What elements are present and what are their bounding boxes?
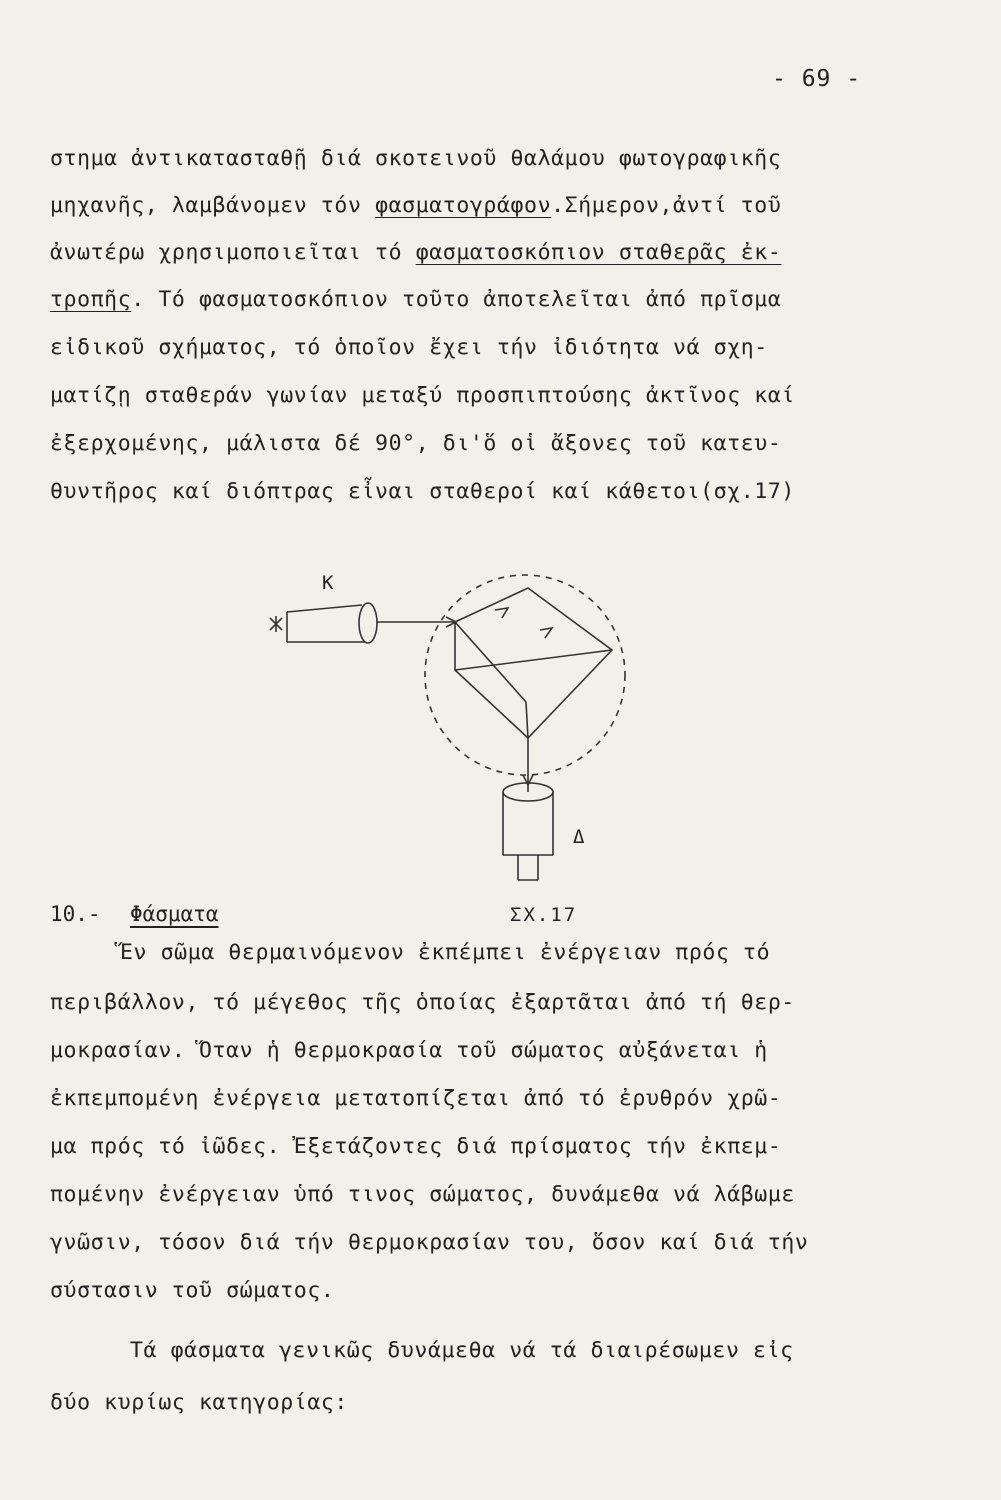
text-line bbox=[50, 193, 781, 218]
text-line bbox=[50, 240, 781, 265]
section-number: 10.- bbox=[50, 902, 101, 926]
text-line: μα πρός τό ἰῶδες. Ἐξετάζοντες διά πρίσματος τήν ἐκπεμ- bbox=[50, 1134, 782, 1159]
text-line: θυντῆρος καί διόπτρας εἶναι σταθεροί καί κάθετοι(σχ.17) bbox=[50, 479, 795, 504]
text-line: Ἕν σῶμα θερμαινόμενον ἐκπέμπει ἐνέργειαν πρός τό bbox=[120, 940, 771, 965]
text-fragment: .Σήμερον,ἀντί τοῦ bbox=[551, 193, 782, 218]
collimator-top bbox=[287, 605, 362, 612]
text-line: περιβάλλον, τό μέγεθος τῆς ὁποίας ἐξαρτᾶται ἀπό τή θερ- bbox=[50, 990, 795, 1015]
text-fragment: ἀνωτέρω χρησιμοποιεῖται τό bbox=[50, 240, 416, 265]
text-line: γνῶσιν, τόσον διά τήν θερμοκρασίαν του, ὅσον καί διά τήν bbox=[50, 1230, 809, 1255]
text-line: ματίζῃ σταθεράν γωνίαν μεταξύ προσπιπτούσης ἀκτῖνος καί bbox=[50, 383, 795, 408]
internal-ray bbox=[526, 702, 528, 738]
prism-outline bbox=[455, 588, 612, 738]
text-line: Τά φάσματα γενικῶς δυνάμεθα νά τά διαιρέσωμεν εἰς bbox=[130, 1338, 794, 1363]
section-title: Φάσματα bbox=[130, 902, 219, 926]
text-line: πομένην ἐνέργειαν ὑπό τινος σώματος, δυνάμεθα νά λάβωμε bbox=[50, 1182, 795, 1207]
text-fragment: μηχανῆς, λαμβάνομεν τόν bbox=[50, 193, 376, 218]
text-line: ἐκπεμπομένη ἐνέργεια μετατοπίζεται ἀπό τό ἐρυθρόν χρῶ- bbox=[50, 1086, 782, 1111]
spectroscope-diagram bbox=[240, 570, 660, 900]
underlined-term: τροπῆς bbox=[50, 287, 132, 312]
collimator-lens bbox=[359, 603, 377, 643]
spectroscope-drawing bbox=[240, 570, 660, 900]
telescope-label: Δ bbox=[573, 826, 585, 848]
text-line: εἰδικοῦ σχήματος, τό ὁποῖον ἔχει τήν ἰδιότητα νά σχη- bbox=[50, 335, 768, 360]
internal-ray bbox=[455, 650, 612, 670]
text-line: μοκρασίαν. Ὅταν ἡ θερμοκρασία τοῦ σώματος αὐξάνεται ἡ bbox=[50, 1038, 768, 1063]
text-line: δύο κυρίως κατηγορίας: bbox=[50, 1390, 348, 1415]
ray-arrow bbox=[540, 628, 552, 638]
text-line bbox=[50, 287, 781, 312]
ray-arrow bbox=[495, 608, 508, 618]
underlined-term: φασματοσκόπιον σταθερᾶς ἐκ- bbox=[415, 240, 782, 265]
page-number: - 69 - bbox=[772, 66, 862, 92]
prism-table-circle bbox=[425, 575, 625, 775]
text-fragment: . Τό φασματοσκόπιον τοῦτο ἀποτελεῖται ἀπό πρῖσμα bbox=[131, 287, 782, 312]
text-line: στημα ἀντικατασταθῇ διά σκοτεινοῦ θαλάμου φωτογραφικῆς bbox=[50, 146, 782, 171]
figure-caption: ΣΧ.17 bbox=[510, 904, 578, 926]
text-line: ἐξερχομένης, μάλιστα δέ 90°, δι'ὅ οἱ ἄξονες τοῦ κατευ- bbox=[50, 431, 782, 456]
text-line: σύστασιν τοῦ σώματος. bbox=[50, 1278, 335, 1303]
collimator-label: Κ bbox=[322, 572, 334, 594]
underlined-term: φασματογράφον bbox=[375, 193, 552, 218]
